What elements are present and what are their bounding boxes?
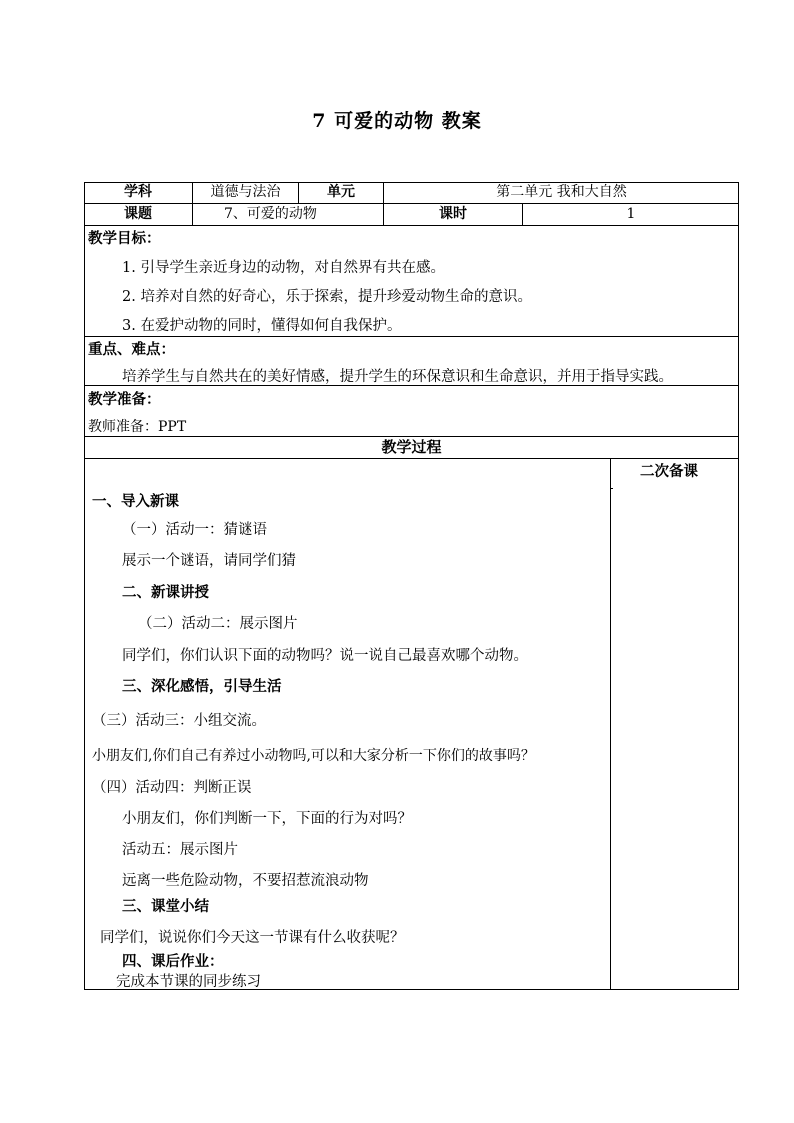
process-line: 展示一个谜语，请同学们猜 <box>122 553 296 569</box>
hours-label: 课时 <box>439 206 467 222</box>
process-section-heading: 四、课后作业： <box>122 953 224 970</box>
topic-value: 7、可爱的动物 <box>224 206 317 222</box>
subject-label: 学科 <box>124 184 152 200</box>
subject-value: 道德与法治 <box>210 184 281 200</box>
row-divider <box>84 336 739 337</box>
col-divider-side <box>610 458 611 990</box>
key-points-heading: 重点、难点： <box>88 341 175 358</box>
process-section-heading: 三、课堂小结 <box>122 898 209 915</box>
goal-item: 2. 培养对自然的好奇心，乐于探索，提升珍爱动物生命的意识。 <box>122 289 532 305</box>
unit-label: 单元 <box>327 184 355 200</box>
process-line: 活动五：展示图片 <box>122 842 238 858</box>
row-divider <box>84 458 739 459</box>
goal-item: 3. 在爱护动物的同时，懂得如何自我保护。 <box>122 318 402 334</box>
document-title: 7 可爱的动物 教案 <box>312 110 482 132</box>
second-prep-heading: 二次备课 <box>640 463 698 480</box>
process-line: 小朋友们,你们自己有养过小动物吗,可以和大家分析一下你们的故事吗？ <box>92 748 535 764</box>
row-divider <box>84 225 739 226</box>
row-divider <box>84 436 739 437</box>
unit-value: 第二单元 我和大自然 <box>496 184 627 200</box>
process-line: （四）活动四：判断正误 <box>92 780 252 796</box>
process-line: （一）活动一：猜谜语 <box>122 522 267 538</box>
process-line: （三）活动三：小组交流。 <box>92 713 266 729</box>
process-section-heading: 一、导入新课 <box>92 493 179 510</box>
goal-item: 1. 引导学生亲近身边的动物，对自然界有共在感。 <box>122 260 445 276</box>
process-line: 远离一些危险动物，不要招惹流浪动物 <box>122 873 369 889</box>
key-points-text: 培养学生与自然共在的美好情感，提升学生的环保意识和生命意识，并用于指导实践。 <box>122 369 673 385</box>
process-section-heading: 二、新课讲授 <box>122 584 209 601</box>
process-line: 同学们，你们认识下面的动物吗？说一说自己最喜欢哪个动物。 <box>122 648 528 664</box>
process-line: 小朋友们，你们判断一下，下面的行为对吗？ <box>122 811 412 827</box>
process-line: （二）活动二：展示图片 <box>138 616 298 632</box>
row-divider <box>84 203 739 204</box>
process-line: 同学们，说说你们今天这一节课有什么收获呢？ <box>100 930 405 946</box>
hours-value: 1 <box>626 206 636 222</box>
goals-heading: 教学目标： <box>88 230 161 247</box>
process-section-heading: 三、深化感悟，引导生活 <box>122 678 282 695</box>
preparation-text: 教师准备：PPT <box>88 419 187 435</box>
topic-label: 课题 <box>124 206 152 222</box>
process-line: 完成本节课的同步练习 <box>116 974 261 990</box>
process-heading: 教学过程 <box>381 438 442 456</box>
preparation-heading: 教学准备： <box>88 391 161 408</box>
